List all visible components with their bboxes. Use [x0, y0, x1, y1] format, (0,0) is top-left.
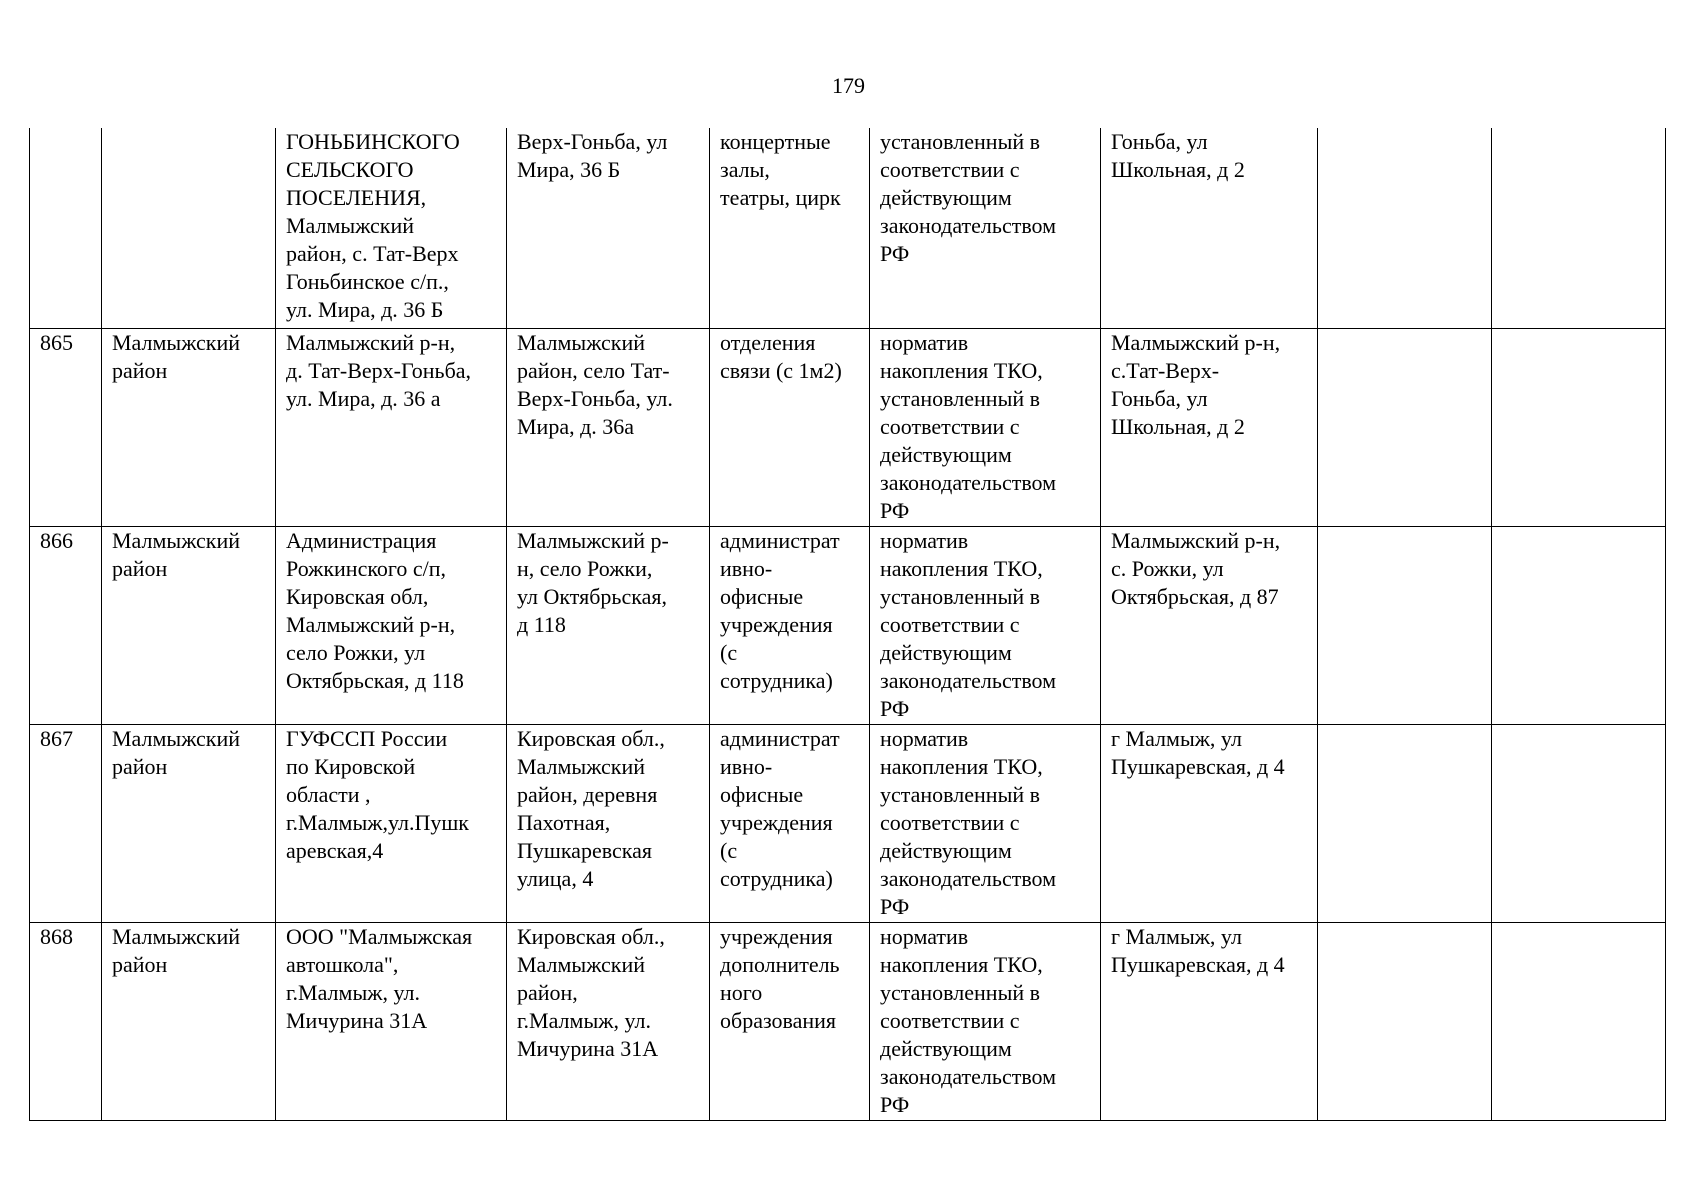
address-cell: Верх-Гоньба, ул Мира, 36 Б: [507, 128, 710, 328]
extra-cell: [1492, 128, 1666, 328]
waste-sites-table: [29, 128, 1666, 1121]
row-number-cell: 867: [30, 724, 102, 922]
owner-cell: Малмыжский р-н, д. Тат-Верх-Гоньба, ул. Мира, д. 36 а: [276, 328, 507, 526]
category-cell: концертные залы, театры, цирк: [710, 128, 870, 328]
site-cell: Малмыжский р-н, с. Рожки, ул Октябрьская, д 87: [1101, 526, 1318, 724]
method-cell: норматив накопления ТКО, установленный в соответствии с действующим законодательством РФ: [870, 526, 1101, 724]
extra-cell: [1492, 526, 1666, 724]
owner-cell: Администрация Рожкинского с/п, Кировская обл, Малмыжский р-н, село Рожки, ул Октябрьская, д 118: [276, 526, 507, 724]
site-cell: г Малмыж, ул Пушкаревская, д 4: [1101, 922, 1318, 1120]
address-cell: Кировская обл., Малмыжский район, г.Малмыж, ул. Мичурина 31А: [507, 922, 710, 1120]
category-cell: учреждения дополнитель ного образования: [710, 922, 870, 1120]
table-row: [30, 128, 1666, 328]
extra-cell: [1492, 328, 1666, 526]
district-cell: Малмыжский район: [102, 526, 276, 724]
category-cell: отделения связи (с 1м2): [710, 328, 870, 526]
extra-cell: [1318, 526, 1492, 724]
district-cell: Малмыжский район: [102, 922, 276, 1120]
owner-cell: ГУФССП России по Кировской области , г.Малмыж,ул.Пушк aревская,4: [276, 724, 507, 922]
extra-cell: [1318, 328, 1492, 526]
row-number-cell: [30, 128, 102, 328]
site-cell: Малмыжский р-н, с.Тат-Верх- Гоньба, ул Школьная, д 2: [1101, 328, 1318, 526]
address-cell: Кировская обл., Малмыжский район, деревня Пахотная, Пушкаревская улица, 4: [507, 724, 710, 922]
method-cell: норматив накопления ТКО, установленный в соответствии с действующим законодательством РФ: [870, 922, 1101, 1120]
method-cell: норматив накопления ТКО, установленный в соответствии с действующим законодательством РФ: [870, 724, 1101, 922]
method-cell: установленный в соответствии с действующим законодательством РФ: [870, 128, 1101, 328]
district-cell: Малмыжский район: [102, 328, 276, 526]
extra-cell: [1318, 724, 1492, 922]
method-cell: норматив накопления ТКО, установленный в соответствии с действующим законодательством РФ: [870, 328, 1101, 526]
extra-cell: [1492, 724, 1666, 922]
row-number-cell: 868: [30, 922, 102, 1120]
site-cell: Гоньба, ул Школьная, д 2: [1101, 128, 1318, 328]
district-cell: Малмыжский район: [102, 724, 276, 922]
table-row: [30, 724, 1666, 922]
owner-cell: ГОНЬБИНСКОГО СЕЛЬСКОГО ПОСЕЛЕНИЯ, Малмыжский район, с. Тат-Верх Гоньбинское с/п., ул. Мира, д. 36 Б: [276, 128, 507, 328]
table-row: [30, 526, 1666, 724]
row-number-cell: 865: [30, 328, 102, 526]
category-cell: администрат ивно- офисные учреждения (с сотрудника): [710, 526, 870, 724]
address-cell: Малмыжский р- н, село Рожки, ул Октябрьская, д 118: [507, 526, 710, 724]
address-cell: Малмыжский район, село Тат- Верх-Гоньба, ул. Мира, д. 36а: [507, 328, 710, 526]
table-row: [30, 328, 1666, 526]
extra-cell: [1318, 128, 1492, 328]
owner-cell: ООО "Малмыжская автошкола", г.Малмыж, ул. Мичурина 31А: [276, 922, 507, 1120]
extra-cell: [1492, 922, 1666, 1120]
table-row: [30, 922, 1666, 1120]
category-cell: администрат ивно- офисные учреждения (с сотрудника): [710, 724, 870, 922]
district-cell: [102, 128, 276, 328]
site-cell: г Малмыж, ул Пушкаревская, д 4: [1101, 724, 1318, 922]
row-number-cell: 866: [30, 526, 102, 724]
extra-cell: [1318, 922, 1492, 1120]
page-number: 179: [832, 73, 865, 98]
